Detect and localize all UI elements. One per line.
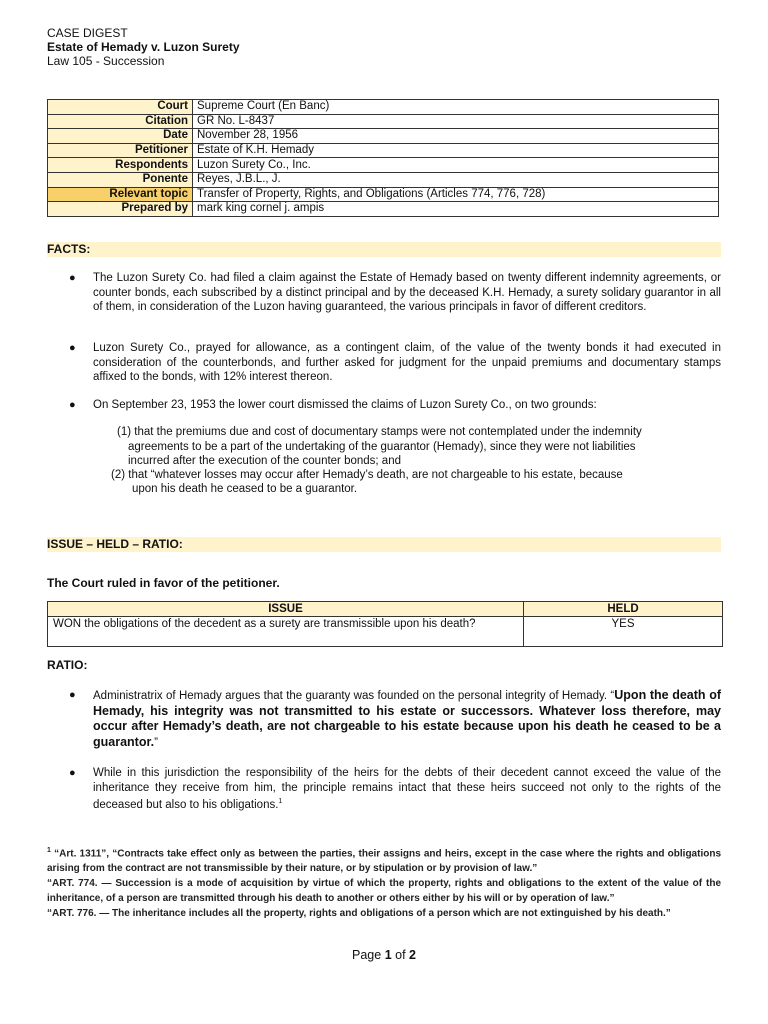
footnote-art-776: “ART. 776. — The inheritance includes all the property, rights and obligations of a person which are not extinguished by his death.” [47,908,671,920]
current-page: 1 [384,948,392,962]
info-row [48,187,719,202]
table-header-row [48,602,723,617]
bullet-icon: ● [69,767,76,779]
info-value: GR No. L-8437 [193,114,719,129]
footnote-marker: 1 [47,847,51,854]
bullet-icon: ● [69,689,76,701]
case-info-table [47,99,719,217]
footnotes [47,843,721,921]
case-title: Estate of Hemady v. Luzon Surety [47,40,240,54]
table-row [48,617,723,647]
info-key: Petitioner [48,143,193,158]
ratio-quote-end: ” [154,736,158,749]
info-key: Respondents [48,158,193,173]
issue-cell: WON the obligations of the decedent as a surety are transmissible upon his death? [48,617,524,647]
info-row [48,202,719,217]
ratio-text [93,688,721,750]
info-value: Estate of K.H. Hemady [193,143,719,158]
ground-2-line: (2) that “whatever losses may occur after Hemady’s death, are not chargeable to his estate, because [111,469,623,481]
info-row [48,114,719,129]
facts-item [69,271,721,315]
bullet-icon: ● [69,399,76,411]
issue-held-table [47,601,723,647]
bullet-icon: ● [69,272,76,284]
facts-text: The Luzon Surety Co. had filed a claim against the Estate of Hemady based on twenty different indemnity agreements, or counter bonds, each subscribed by a distinct principal and by the deceased K.H. Hemady, a surety solidary guarantor in all of them, in consideration of the Luzon having guaranteed, the various principals in favor of different creditors. [93,272,721,314]
info-row [48,143,719,158]
ratio-plain-text: Administratrix of Hemady argues that the guaranty was founded on the personal integrity of Hemady. “ [93,690,615,702]
ratio-bold-quote: Upon the death of Hemady, his integrity was not transmitted to his estate or successors. Whatever loss therefore, may occur after Hemady’s death, are not chargeable to his estate because upon his death he ceased to be a guarantor. [93,688,721,749]
ground-1-line: incurred after the execution of the counter bonds; and [128,455,401,467]
ground-1-line: agreements to be a part of the undertaking of the guarantor (Hemady), since they were not liabilities [128,441,636,453]
facts-item [69,341,721,385]
info-value: Luzon Surety Co., Inc. [193,158,719,173]
info-row [48,100,719,115]
footnote-art-1311 [47,843,721,876]
info-value: Supreme Court (En Banc) [193,100,719,115]
footnote-reference: 1 [278,798,283,806]
info-row [48,158,719,173]
facts-text: On September 23, 1953 the lower court dismissed the claims of Luzon Surety Co., on two grounds: [93,399,597,411]
info-key: Relevant topic [48,187,193,202]
page-separator: of [391,948,410,962]
ground-1-line: (1) that the premiums due and cost of documentary stamps were not contemplated under the indemnity [117,426,642,438]
info-key: Prepared by [48,202,193,217]
info-value: November 28, 1956 [193,129,719,144]
document-header [47,26,240,68]
facts-heading: FACTS: [47,242,721,257]
info-key: Court [48,100,193,115]
total-pages: 2 [409,948,416,962]
footnote-text: “Art. 1311”, “Contracts take effect only as between the parties, their assigns and heirs, except in the case where the rights and obligations arising from the contract are not transmissible by their nature, or by stipulation or by provision of law.” [47,848,722,875]
page-prefix: Page [352,948,385,962]
ruling-statement: The Court ruled in favor of the petitioner. [47,576,280,590]
footnote-art-774: “ART. 774. — Succession is a mode of acquisition by virtue of which the property, rights and obligations to the extent of the value of the inheritance, of a person are transmitted through his death to another or others either by his will or by operation of law.” [47,878,721,905]
facts-item [69,398,721,413]
ratio-item [69,766,721,813]
held-cell: YES [524,617,723,647]
info-key: Date [48,129,193,144]
info-key: Citation [48,114,193,129]
info-row [48,172,719,187]
ratio-text [93,766,721,813]
ground-2-line: upon his death he ceased to be a guarantor. [132,483,358,495]
facts-text: Luzon Surety Co., prayed for allowance, as a contingent claim, of the value of the twenty bonds it had executed in consideration of the counterbonds, and further asked for judgment for the unpaid premiums and documentary stamps affixed to the bonds, with 12% interest thereon. [93,342,721,384]
ratio-heading: RATIO: [47,658,88,672]
info-value: Reyes, J.B.L., J. [193,172,719,187]
issue-column-header: ISSUE [48,602,524,617]
digest-label: CASE DIGEST [47,26,128,40]
page-indicator [0,948,768,962]
issue-held-ratio-heading: ISSUE – HELD – RATIO: [47,537,721,552]
info-value: Transfer of Property, Rights, and Obligations (Articles 774, 776, 728) [193,187,719,202]
held-column-header: HELD [524,602,723,617]
bullet-icon: ● [69,342,76,354]
info-key: Ponente [48,172,193,187]
info-value: mark king cornel j. ampis [193,202,719,217]
ratio-item-text: While in this jurisdiction the responsibility of the heirs for the debts of their decedent cannot exceed the value of the inheritance they receive from him, the principle remains intact that these heirs succeed not only to the rights of the deceased but also to his obligations. [93,767,721,812]
ratio-item [69,688,721,750]
info-row [48,129,719,144]
course-label: Law 105 - Succession [47,54,165,68]
